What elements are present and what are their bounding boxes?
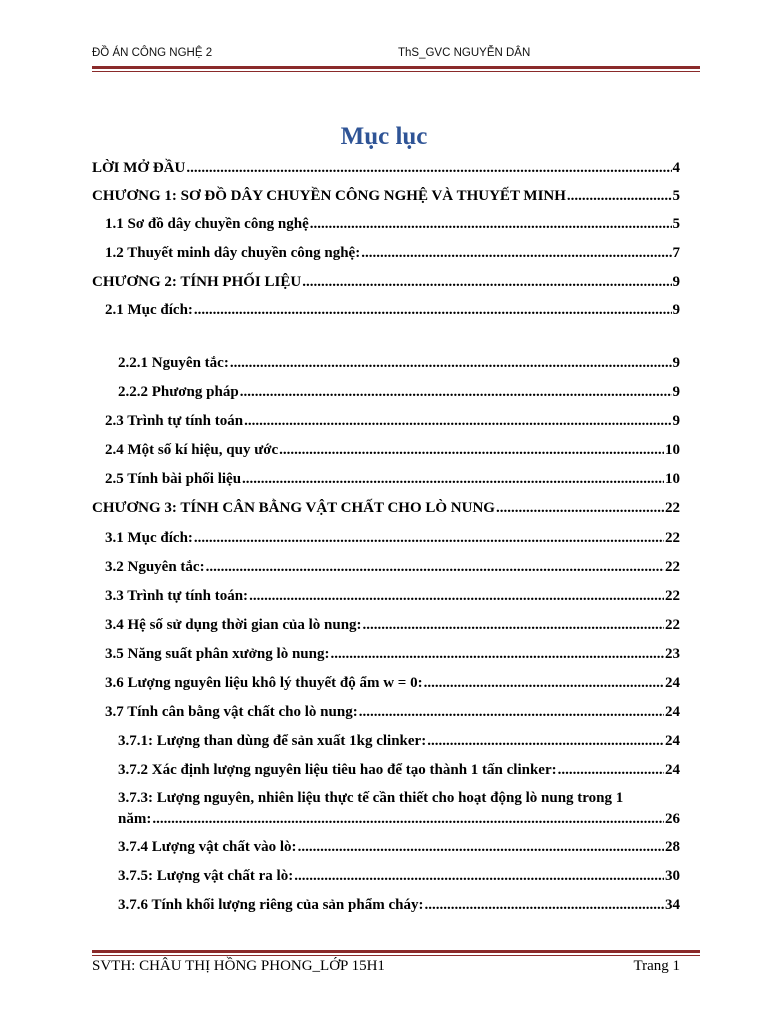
toc-label: 1.1 Sơ đồ dây chuyền công nghệ xyxy=(105,216,309,232)
toc-entry[interactable] xyxy=(92,159,680,177)
toc-page: 9 xyxy=(672,302,680,318)
toc-label: 3.7.4 Lượng vật chất vào lò: xyxy=(118,839,297,855)
leader-dots xyxy=(194,301,672,319)
toc-label: CHƯƠNG 3: TÍNH CÂN BẰNG VẬT CHẤT CHO LÒ NUNG xyxy=(92,500,495,516)
toc-entry[interactable] xyxy=(105,441,680,459)
footer-student: SVTH: CHÂU THỊ HỒNG PHONG_LỚP 15H1 xyxy=(92,958,385,974)
toc-label: 2.2.2 Phương pháp xyxy=(118,384,239,400)
toc-page: 22 xyxy=(665,588,680,604)
toc-label: 3.7.1: Lượng than dùng để sản xuất 1kg clinker: xyxy=(118,733,427,749)
toc-label: 3.7.2 Xác định lượng nguyên liệu tiêu hao để tạo thành 1 tấn clinker: xyxy=(118,762,557,778)
toc-entry[interactable] xyxy=(105,558,680,576)
toc-entry[interactable] xyxy=(92,273,680,291)
toc-entry[interactable] xyxy=(105,645,680,663)
toc-page: 28 xyxy=(665,839,680,855)
toc-page: 9 xyxy=(672,274,680,290)
leader-dots xyxy=(206,558,664,576)
toc-label: 2.5 Tính bài phối liệu xyxy=(105,471,242,487)
toc-entry[interactable] xyxy=(105,301,680,319)
header-rule-thin xyxy=(92,71,700,72)
toc-page: 5 xyxy=(672,188,680,204)
leader-dots xyxy=(298,838,664,856)
leader-dots xyxy=(363,616,664,634)
toc-page: 10 xyxy=(665,442,680,458)
toc-entry[interactable] xyxy=(105,703,680,721)
leader-dots xyxy=(359,703,664,721)
toc-page: 34 xyxy=(665,897,680,913)
toc-label: 3.2 Nguyên tắc: xyxy=(105,559,205,575)
leader-dots xyxy=(244,412,671,430)
toc-label: 3.6 Lượng nguyên liệu khô lý thuyết độ ẩm w = 0: xyxy=(105,675,423,691)
leader-dots xyxy=(194,529,664,547)
toc-entry[interactable] xyxy=(118,383,680,401)
toc-label: LỜI MỞ ĐẦU xyxy=(92,160,186,176)
leader-dots xyxy=(249,587,664,605)
toc-label: 2.3 Trình tự tính toán xyxy=(105,413,244,429)
toc-entry[interactable] xyxy=(92,499,680,517)
toc-page: 4 xyxy=(672,160,680,176)
header-course: ĐỒ ÁN CÔNG NGHỆ 2 xyxy=(92,47,213,59)
toc-entry[interactable] xyxy=(105,616,680,634)
toc-label-continued: năm: xyxy=(118,811,152,827)
toc-label: 3.7.5: Lượng vật chất ra lò: xyxy=(118,868,294,884)
leader-dots xyxy=(152,810,664,828)
toc-entry[interactable] xyxy=(105,470,680,488)
toc-entry[interactable] xyxy=(105,244,680,262)
toc-page: 24 xyxy=(665,704,680,720)
leader-dots xyxy=(242,470,664,488)
toc-page: 23 xyxy=(665,646,680,662)
page-footer xyxy=(92,958,680,978)
toc-label: 3.4 Hệ số sử dụng thời gian của lò nung: xyxy=(105,617,362,633)
toc-entry[interactable] xyxy=(118,867,680,885)
toc-label: CHƯƠNG 2: TÍNH PHỐI LIỆU xyxy=(92,274,302,290)
header-instructor: ThS_GVC NGUYỄN DÂN xyxy=(398,47,531,59)
toc-entry[interactable] xyxy=(105,674,680,692)
toc-page: 9 xyxy=(672,355,680,371)
toc-entry[interactable] xyxy=(105,412,680,430)
leader-dots xyxy=(330,645,664,663)
toc-entry[interactable] xyxy=(118,732,680,750)
toc-entry[interactable] xyxy=(105,215,680,233)
toc-entry[interactable] xyxy=(118,789,680,828)
toc-page: 30 xyxy=(665,868,680,884)
toc-label: CHƯƠNG 1: SƠ ĐỒ DÂY CHUYỀN CÔNG NGHỆ VÀ THUYẾT MINH xyxy=(92,188,566,204)
toc-entry[interactable] xyxy=(118,761,680,779)
toc-label: 3.7.6 Tính khối lượng riêng của sản phẩm cháy: xyxy=(118,897,424,913)
toc-page: 10 xyxy=(665,471,680,487)
header-rule xyxy=(92,66,700,69)
toc-label: 1.2 Thuyết minh dây chuyền công nghệ: xyxy=(105,245,361,261)
leader-dots xyxy=(230,354,672,372)
footer-rule xyxy=(92,950,700,953)
leader-dots xyxy=(240,383,672,401)
toc-page: 9 xyxy=(672,384,680,400)
footer-rule-thin xyxy=(92,955,700,956)
leader-dots xyxy=(558,761,664,779)
toc-page: 22 xyxy=(665,559,680,575)
toc-page: 5 xyxy=(672,216,680,232)
page-header xyxy=(92,47,700,67)
leader-dots xyxy=(310,215,672,233)
toc-label: 3.7.3: Lượng nguyên, nhiên liệu thực tế cần thiết cho hoạt động lò nung trong 1 xyxy=(118,790,624,806)
leader-dots xyxy=(496,499,664,517)
toc-page: 24 xyxy=(665,675,680,691)
toc-label: 3.1 Mục đích: xyxy=(105,530,193,546)
toc-page: 24 xyxy=(665,762,680,778)
toc-entry[interactable] xyxy=(105,529,680,547)
toc-entry[interactable] xyxy=(118,896,680,914)
footer-page-number: Trang 1 xyxy=(633,958,680,974)
toc-page: 26 xyxy=(665,811,680,827)
toc-label: 3.3 Trình tự tính toán: xyxy=(105,588,249,604)
toc-page: 22 xyxy=(665,530,680,546)
leader-dots xyxy=(427,732,664,750)
leader-dots xyxy=(567,187,672,205)
toc-label: 2.2.1 Nguyên tắc: xyxy=(118,355,229,371)
leader-dots xyxy=(302,273,671,291)
toc-entry[interactable] xyxy=(105,587,680,605)
toc-label: 3.5 Năng suất phân xưởng lò nung: xyxy=(105,646,330,662)
toc-page: 22 xyxy=(665,617,680,633)
toc-entry[interactable] xyxy=(92,187,680,205)
toc-page: 7 xyxy=(672,245,680,261)
leader-dots xyxy=(186,159,671,177)
leader-dots xyxy=(294,867,664,885)
toc-page: 9 xyxy=(672,413,680,429)
leader-dots xyxy=(424,896,664,914)
toc-label: 3.7 Tính cân bằng vật chất cho lò nung: xyxy=(105,704,358,720)
page-title: Mục lục xyxy=(340,123,428,150)
toc-label: 2.1 Mục đích: xyxy=(105,302,193,318)
toc-page: 22 xyxy=(665,500,680,516)
toc-label: 2.4 Một số kí hiệu, quy ước xyxy=(105,442,279,458)
toc-entry[interactable] xyxy=(118,354,680,372)
leader-dots xyxy=(424,674,664,692)
leader-dots xyxy=(279,441,664,459)
toc-page: 24 xyxy=(665,733,680,749)
leader-dots xyxy=(361,244,671,262)
toc-entry[interactable] xyxy=(118,838,680,856)
